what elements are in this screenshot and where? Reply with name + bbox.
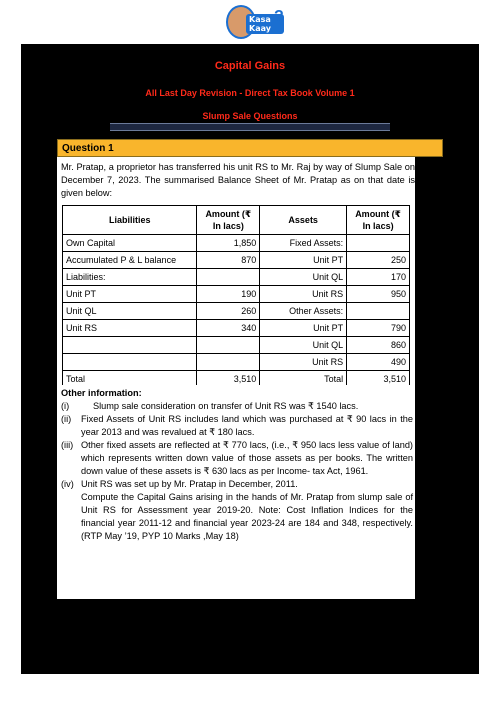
item-number: (iv) bbox=[61, 479, 74, 489]
question-instruction: Compute the Capital Gains arising in the hands of Mr. Pratap from slump sale of Unit RS for Assessment year 2019-20. Note: Cost Inflation Indices for the financial year 2011-12 and financial year 2023-24 are 184 and 348, respectively.(RTP May ’19, PYP 10 Marks ,May 18) bbox=[81, 492, 413, 541]
cell bbox=[197, 354, 260, 371]
page-title: Capital Gains bbox=[214, 60, 286, 72]
cell: Unit RS bbox=[63, 320, 197, 337]
table-header-row bbox=[63, 206, 410, 235]
other-info bbox=[61, 387, 413, 543]
table-row bbox=[63, 252, 410, 269]
cell: Unit PT bbox=[260, 252, 347, 269]
cell: 260 bbox=[197, 303, 260, 320]
table-row bbox=[63, 337, 410, 354]
list-item bbox=[61, 400, 413, 413]
table-row bbox=[63, 320, 410, 337]
item-text: Unit RS was set up by Mr. Pratap in December, 2011. bbox=[81, 479, 298, 489]
table-row bbox=[63, 235, 410, 252]
cell: 1,850 bbox=[197, 235, 260, 252]
kasa-kaay-logo bbox=[220, 4, 284, 38]
cell: 860 bbox=[347, 337, 410, 354]
item-text: Other fixed assets are reflected at ₹ 770 lacs, (i.e., ₹ 950 lacs less value of land) which represents written down value of those assets as per books. The written down value of these assets is ₹ 630 lacs as per Income- tax Act, 1961. bbox=[81, 440, 413, 476]
cell: 3,510 bbox=[347, 371, 410, 388]
item-text: Slump sale consideration on transfer of Unit RS was ₹ 1540 lacs. bbox=[93, 401, 359, 411]
header-liabilities: Liabilities bbox=[63, 206, 197, 235]
table-row bbox=[63, 303, 410, 320]
other-info-card bbox=[57, 385, 415, 599]
cell bbox=[347, 235, 410, 252]
item-text: Fixed Assets of Unit RS includes land which was purchased at ₹ 90 lacs in the year 2013 and was revalued at ₹ 180 lacs. bbox=[81, 414, 413, 437]
other-info-heading: Other information: bbox=[61, 388, 142, 398]
cell: Liabilities: bbox=[63, 269, 197, 286]
header-assets: Assets bbox=[260, 206, 347, 235]
cell: 340 bbox=[197, 320, 260, 337]
list-item bbox=[61, 478, 413, 491]
item-number: (ii) bbox=[61, 414, 72, 424]
cell: 190 bbox=[197, 286, 260, 303]
logo-brand: Kasa Kaay bbox=[246, 14, 284, 34]
cell: Accumulated P & L balance bbox=[63, 252, 197, 269]
table-row bbox=[63, 286, 410, 303]
cell: Unit QL bbox=[63, 303, 197, 320]
cell: Own Capital bbox=[63, 235, 197, 252]
question-card bbox=[57, 157, 415, 385]
cell bbox=[63, 354, 197, 371]
cell: 170 bbox=[347, 269, 410, 286]
cell: Unit QL bbox=[260, 269, 347, 286]
list-item bbox=[61, 413, 413, 439]
list-item bbox=[61, 439, 413, 478]
cell: Unit PT bbox=[63, 286, 197, 303]
logo-question-mark: ? bbox=[274, 8, 284, 25]
question-label: Question 1 bbox=[57, 139, 443, 157]
balance-sheet-table bbox=[62, 205, 410, 388]
item-number: (i) bbox=[61, 401, 70, 411]
cell: Unit RS bbox=[260, 286, 347, 303]
cell: Unit QL bbox=[260, 337, 347, 354]
cell: Unit PT bbox=[260, 320, 347, 337]
cell: Other Assets: bbox=[260, 303, 347, 320]
header-strip bbox=[110, 123, 390, 131]
cell bbox=[347, 303, 410, 320]
header-amount-2: Amount (₹ In lacs) bbox=[347, 206, 410, 235]
table-row bbox=[63, 354, 410, 371]
cell: Total bbox=[260, 371, 347, 388]
cell bbox=[63, 337, 197, 354]
cell: 490 bbox=[347, 354, 410, 371]
section-title: Slump Sale Questions bbox=[202, 111, 298, 121]
header-amount-1: Amount (₹ In lacs) bbox=[197, 206, 260, 235]
cell bbox=[197, 337, 260, 354]
table-row bbox=[63, 269, 410, 286]
cell: Fixed Assets: bbox=[260, 235, 347, 252]
cell: Total bbox=[63, 371, 197, 388]
cell: 870 bbox=[197, 252, 260, 269]
cell: 3,510 bbox=[197, 371, 260, 388]
item-number: (iii) bbox=[61, 440, 74, 450]
page-subtitle: All Last Day Revision - Direct Tax Book Volume 1 bbox=[145, 88, 355, 98]
cell: 790 bbox=[347, 320, 410, 337]
cell bbox=[197, 269, 260, 286]
cell: 950 bbox=[347, 286, 410, 303]
cell: 250 bbox=[347, 252, 410, 269]
question-intro: Mr. Pratap, a proprietor has transferred his unit RS to Mr. Raj by way of Slump Sale on December 7, 2023. The summarised Balance Sheet of Mr. Pratap as on that date is given below: bbox=[61, 162, 415, 198]
cell: Unit RS bbox=[260, 354, 347, 371]
